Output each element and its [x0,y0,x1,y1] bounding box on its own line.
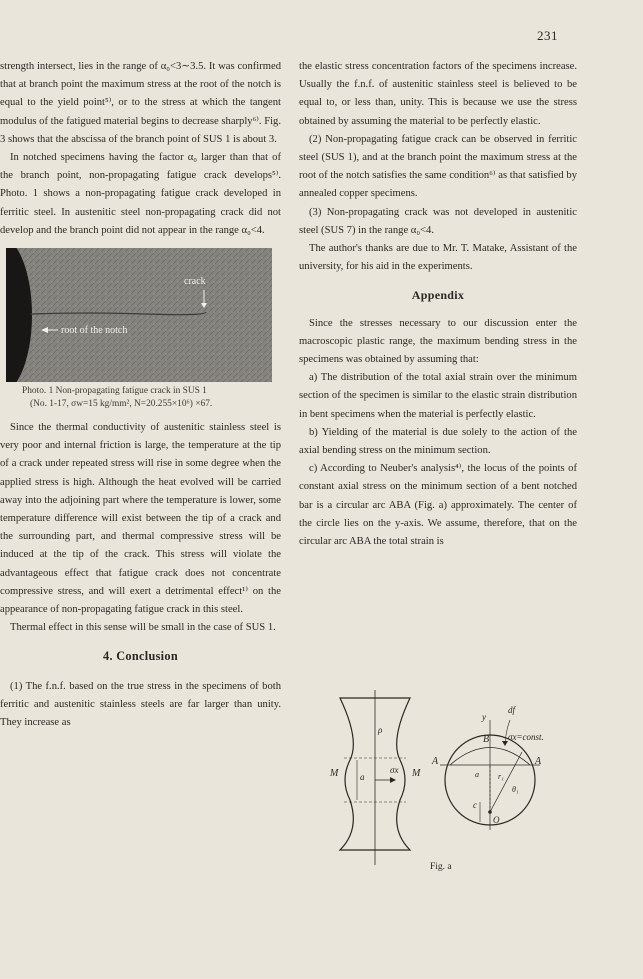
notched-bar-diagram [330,690,560,880]
section-heading-conclusion: 4. Conclusion [103,649,178,664]
photo-micrograph [6,248,272,382]
paragraph: c) According to Neuber's analysis⁴⁾, the locus of the points of constant axial stress on the minimum section of a bent notched bar is a circular arc ABA (Fig. a) approximately. The center of the circle lies on the y-axis. We assume, therefore, that on the circular arc ABA the total strain is [299,463,577,548]
label-m-left: M [330,768,339,779]
paragraph: (3) Non-propagating crack was not developed in austenitic steel (SUS 7) in the range α₀<4. [299,206,577,236]
paragraph: Since the thermal conductivity of austenitic stainless steel is very poor and internal friction is large, the temperature at the tip of a crack under repeated stress will rise in some degree when the applied stress is high. Although the heat evolved will be carried away into the adjoining part where the temperature is lower, some temperature difference will exist between the tip of a crack and the surrounding part, and thermal compressive stress will be induced at the tip of the crack. This stress will violate the advantageous effect that fatigue crack does not concentrate compressive stress, and will exert a detrimental effect¹⁾ on the appearance of non-propagating fatigue crack in this steel. [0,422,281,616]
label-r1: r₁ [498,772,504,781]
photo-caption [22,385,268,410]
paragraph: In notched specimens having the factor α₀ larger than that of the branch point, non-propagating fatigue crack develops⁵⁾. Photo. 1 shows a non-propagating fatigue crack developed in ferritic steel. In austenitic steel non-propagating crack did not develop and the branch point did not appear in the range α₀<4. [0,152,281,236]
paragraph: Since the stresses necessary to our discussion enter the macroscopic plastic range, the maximum bending stress in the specimens was obtained by assuming that: [299,317,577,366]
paragraph: a) The distribution of the total axial strain over the minimum section of the specimen is similar to the elastic strain distribution in bent specimens when the material is perfectly elastic. [299,372,577,420]
left-column [0,58,281,732]
section-heading-appendix: Appendix [411,288,465,303]
figure-caption: Fig. a [430,862,452,872]
label-df: df [508,705,516,715]
label-c: c [473,800,477,810]
label-o: O [493,815,500,825]
label-sigma-x: σx [390,765,399,775]
label-a-left: A [432,756,439,767]
label-m-right: M [412,768,421,779]
label-rho: ρ [378,725,383,735]
label-a-right: A [535,756,542,767]
label-b: B [483,734,490,745]
paragraph: b) Yielding of the material is due solely to the action of the axial bending stress on the minimum section. [299,426,577,457]
label-small-a: a [475,770,479,779]
right-column [299,58,577,551]
page-number: 231 [537,28,558,43]
paragraph: (2) Non-propagating fatigue crack can be observed in ferritic steel (SUS 1), and at the branch point the maximum stress at the root of the notch satisfies the same condition⁶⁾ as that satisfied by annealed copper specimens. [299,133,577,200]
paragraph: the elastic stress concentration factors of the specimens increase. Usually the f.n.f. of austenitic stainless steel is believed to be equal to, or less than, unity. This is because we use the stress obtained by assuming the material to be perfectly elastic. [299,61,577,127]
paragraph: Thermal effect in this sense will be small in the case of SUS 1. [10,622,276,634]
caption-line: (No. 1-17, σw=15 kg/mm², N=20.255×10⁶) ×67. [30,398,213,409]
photo-label-crack: crack [184,276,206,288]
paragraph: The author's thanks are due to Mr. T. Matake, Assistant of the university, for his aid in the experiments. [299,243,577,273]
label-theta1: θ₁ [512,785,519,794]
label-sigma-const: σx=const. [508,732,544,742]
figure-a [330,690,560,880]
photo-label-root: root of the notch [61,325,128,337]
paragraph: (1) The f.n.f. based on the true stress in the specimens of both ferritic and austenitic stainless steels are far larger than unity. They increase as [0,680,281,729]
label-y: y [482,712,486,722]
label-a: a [360,772,365,782]
paragraph: strength intersect, lies in the range of α₀<3∼3.5. It was confirmed that at branch point the maximum stress at the root of the notch is equal to the yield point⁵⁾, or to the stress at which the tangent modulus of the fatigued material begins to decrease sharply⁶⁾. Fig. 3 shows that the abscissa of the branch point of SUS 1 is about 3. [0,61,281,145]
caption-line: Photo. 1 Non-propagating fatigue crack in SUS 1 [22,386,207,397]
micrograph-image [6,248,272,382]
